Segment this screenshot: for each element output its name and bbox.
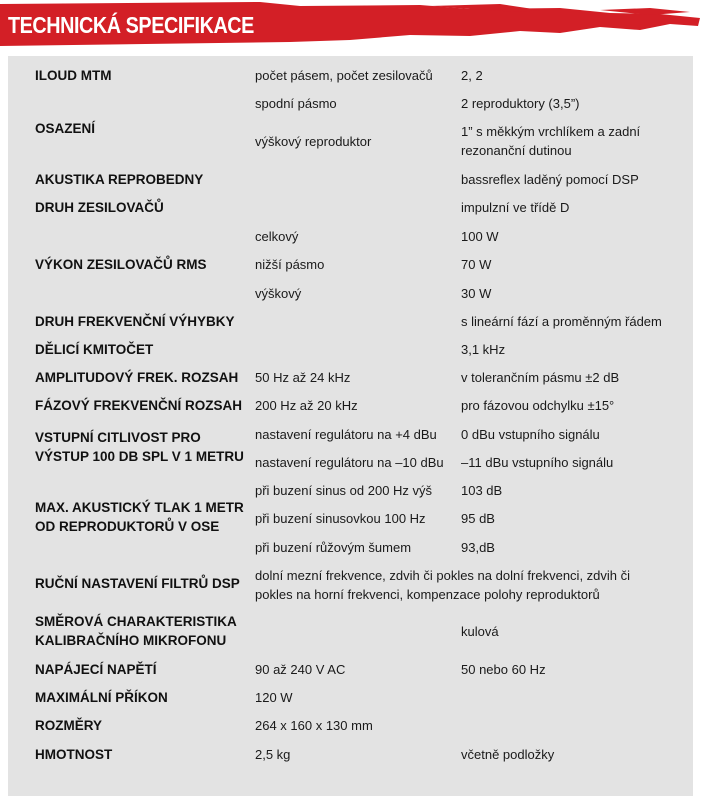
spec-label: DRUH ZESILOVAČŮ bbox=[35, 200, 164, 215]
spec-detail: výškový reproduktor bbox=[255, 134, 372, 149]
spec-value: s lineární fází a proměnným řádem bbox=[461, 314, 662, 329]
spec-label: ILOUD MTM bbox=[35, 68, 112, 83]
spec-table bbox=[8, 56, 693, 796]
spec-label: AKUSTIKA REPROBEDNY bbox=[35, 172, 204, 187]
spec-detail: nižší pásmo bbox=[255, 257, 325, 272]
spec-value: rezonanční dutinou bbox=[461, 143, 572, 158]
spec-label: RUČNÍ NASTAVENÍ FILTRŮ DSP bbox=[35, 576, 240, 591]
spec-label: NAPÁJECÍ NAPĚTÍ bbox=[35, 662, 157, 677]
spec-detail: 264 x 160 x 130 mm bbox=[255, 718, 373, 733]
spec-detail: nastavení regulátoru na –10 dBu bbox=[255, 455, 444, 470]
spec-value: 0 dBu vstupního signálu bbox=[461, 427, 600, 442]
spec-label: HMOTNOST bbox=[35, 747, 113, 762]
spec-detail: nastavení regulátoru na +4 dBu bbox=[255, 427, 437, 442]
spec-label: VÝKON ZESILOVAČŮ RMS bbox=[35, 257, 207, 272]
spec-value: včetně podložky bbox=[461, 747, 555, 762]
spec-value: –11 dBu vstupního signálu bbox=[461, 455, 614, 470]
spec-value: kulová bbox=[461, 624, 499, 639]
spec-value: 3,1 kHz bbox=[461, 342, 506, 357]
spec-detail: 50 Hz až 24 kHz bbox=[255, 370, 351, 385]
title-banner bbox=[0, 0, 701, 50]
spec-detail: 2,5 kg bbox=[255, 747, 291, 762]
spec-value: 95 dB bbox=[461, 511, 495, 526]
spec-label: MAXIMÁLNÍ PŘÍKON bbox=[35, 690, 168, 705]
spec-value: 50 nebo 60 Hz bbox=[461, 662, 546, 677]
spec-label: VSTUPNÍ CITLIVOST PRO bbox=[35, 430, 201, 445]
spec-detail: při buzení sinusovkou 100 Hz bbox=[255, 511, 426, 526]
spec-label: VÝSTUP 100 DB SPL V 1 METRU bbox=[35, 449, 244, 464]
spec-detail: výškový bbox=[255, 286, 302, 301]
spec-detail: počet pásem, počet zesilovačů bbox=[255, 68, 433, 83]
spec-detail: dolní mezní frekvence, zdvih či pokles na dolní frekvenci, zdvih či bbox=[255, 568, 631, 583]
spec-value: 2 reproduktory (3,5”) bbox=[461, 96, 580, 111]
spec-detail: 120 W bbox=[255, 690, 293, 705]
spec-label: DĚLICÍ KMITOČET bbox=[35, 342, 154, 357]
spec-detail: při buzení růžovým šumem bbox=[255, 540, 412, 555]
spec-label: SMĚROVÁ CHARAKTERISTIKA bbox=[35, 614, 237, 629]
spec-value: impulzní ve třídě D bbox=[461, 200, 570, 215]
spec-detail: při buzení sinus od 200 Hz výš bbox=[255, 483, 433, 498]
spec-detail: pokles na horní frekvenci, kompenzace polohy reproduktorů bbox=[255, 587, 600, 602]
spec-value: 1” s měkkým vrchlíkem a zadní bbox=[461, 124, 641, 139]
spec-value: bassreflex laděný pomocí DSP bbox=[461, 172, 639, 187]
spec-label: MAX. AKUSTICKÝ TLAK 1 METR bbox=[35, 500, 244, 515]
spec-value: v tolerančním pásmu ±2 dB bbox=[461, 370, 620, 385]
spec-value: 100 W bbox=[461, 229, 499, 244]
spec-value: 93,dB bbox=[461, 540, 495, 555]
spec-detail: spodní pásmo bbox=[255, 96, 337, 111]
spec-label: ROZMĚRY bbox=[35, 718, 102, 733]
spec-detail: 200 Hz až 20 kHz bbox=[255, 398, 358, 413]
spec-value: 30 W bbox=[461, 286, 492, 301]
spec-detail: celkový bbox=[255, 229, 299, 244]
spec-label: OSAZENÍ bbox=[35, 121, 96, 136]
spec-label: AMPLITUDOVÝ FREK. ROZSAH bbox=[35, 370, 239, 385]
spec-value: pro fázovou odchylku ±15° bbox=[461, 398, 615, 413]
spec-value: 103 dB bbox=[461, 483, 503, 498]
page-title: TECHNICKÁ SPECIFIKACE bbox=[8, 12, 254, 38]
spec-label: DRUH FREKVENČNÍ VÝHYBKY bbox=[35, 314, 235, 329]
spec-label: KALIBRAČNÍHO MIKROFONU bbox=[35, 633, 227, 648]
spec-label: FÁZOVÝ FREKVENČNÍ ROZSAH bbox=[35, 398, 243, 413]
spec-value: 70 W bbox=[461, 257, 492, 272]
spec-value: 2, 2 bbox=[461, 68, 483, 83]
spec-detail: 90 až 240 V AC bbox=[255, 662, 346, 677]
spec-label: OD REPRODUKTORŮ V OSE bbox=[35, 519, 220, 534]
